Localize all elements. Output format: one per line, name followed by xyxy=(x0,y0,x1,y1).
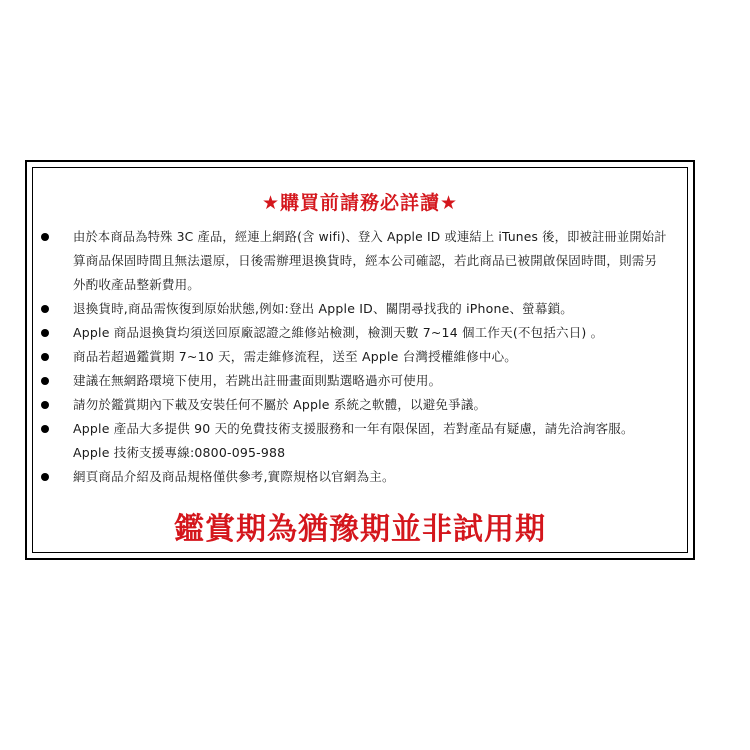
list-item xyxy=(33,369,687,393)
notice-title: ★購買前請務必詳讀★ xyxy=(261,192,459,214)
item-line: 建議在無網路環境下使用，若跳出註冊畫面則點選略過亦可使用。 xyxy=(73,373,442,388)
item-line: Apple 商品退換貨均須送回原廠認證之維修站檢測，檢測天數 7~14 個工作天(不包括六日) 。 xyxy=(73,325,604,340)
item-line: Apple 產品大多提供 90 天的免費技術支援服務和一年有限保固，若對產品有疑慮，請先洽詢客服。 xyxy=(73,421,634,436)
bullet-icon xyxy=(41,305,49,313)
bullet-icon xyxy=(41,329,49,337)
notice-footer: 鑑賞期為猶豫期並非試用期 xyxy=(174,512,546,547)
notice-list xyxy=(33,225,687,489)
bullet-icon xyxy=(41,425,49,433)
list-item xyxy=(33,297,687,321)
list-item xyxy=(33,465,687,489)
item-line: 由於本商品為特殊 3C 產品，經連上網路(含 wifi)、登入 Apple ID 或連結上 iTunes 後，即被註冊並開始計 xyxy=(73,230,667,244)
item-line: 外酌收產品整新費用。 xyxy=(73,277,201,292)
item-line: 算商品保固時間且無法還原，日後需辦理退換貨時，經本公司確認，若此商品已被開啟保固時間，則需另 xyxy=(73,253,658,268)
notice-inner-border xyxy=(32,167,688,553)
item-line: 請勿於鑑賞期內下載及安裝任何不屬於 Apple 系統之軟體，以避免爭議。 xyxy=(73,397,487,412)
bullet-icon xyxy=(41,473,49,481)
list-item xyxy=(33,225,687,297)
list-item xyxy=(33,321,687,345)
bullet-icon xyxy=(41,353,49,361)
notice-box xyxy=(25,160,695,560)
list-item xyxy=(33,417,687,465)
list-item xyxy=(33,393,687,417)
item-line: 退換貨時,商品需恢復到原始狀態,例如:登出 Apple ID、關閉尋找我的 iPhone、螢幕鎖。 xyxy=(73,301,573,316)
item-line: 商品若超過鑑賞期 7~10 天，需走維修流程，送至 Apple 台灣授權維修中心。 xyxy=(73,349,518,364)
bullet-icon xyxy=(41,377,49,385)
bullet-icon xyxy=(41,233,49,241)
support-hotline: Apple 技術支援專線:0800-095-988 xyxy=(73,445,286,460)
list-item xyxy=(33,345,687,369)
item-line: 網頁商品介紹及商品規格僅供參考,實際規格以官網為主。 xyxy=(73,469,395,484)
bullet-icon xyxy=(41,401,49,409)
